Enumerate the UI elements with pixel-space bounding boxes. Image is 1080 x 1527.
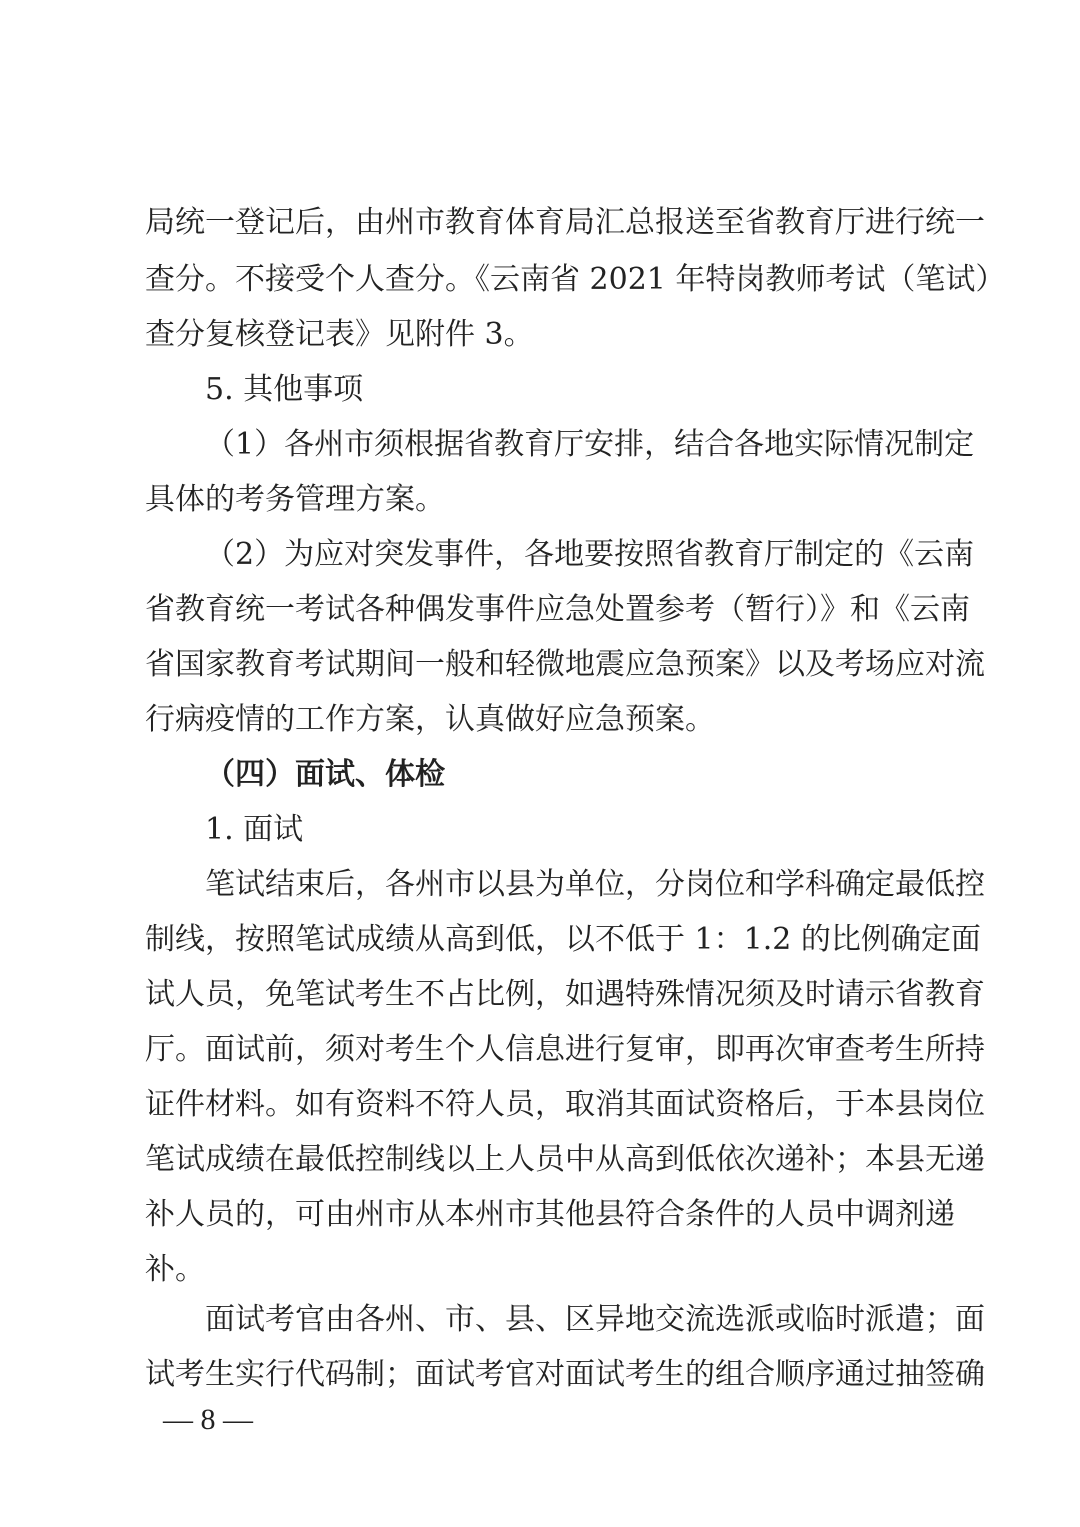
paragraph-line: 笔试成绩在最低控制线以上人员中从高到低依次递补；本县无递	[145, 1142, 985, 1177]
paragraph-line: 补。	[145, 1252, 205, 1287]
page-number: — 8 —	[163, 1403, 253, 1436]
paragraph-line: 制线，按照笔试成绩从高到低，以不低于 1：1.2 的比例确定面	[145, 922, 981, 957]
paragraph-line: 行病疫情的工作方案，认真做好应急预案。	[145, 702, 715, 737]
paragraph-line: 省教育统一考试各种偶发事件应急处置参考（暂行）》和《云南	[145, 592, 970, 627]
paragraph-line: 查分。不接受个人查分。《云南省 2021 年特岗教师考试（笔试）	[145, 262, 1006, 297]
paragraph-line: 省国家教育考试期间一般和轻微地震应急预案》以及考场应对流	[145, 647, 985, 682]
paragraph-line: 查分复核登记表》见附件 3。	[145, 317, 534, 352]
paragraph-line: （1）各州市须根据省教育厅安排，结合各地实际情况制定	[205, 427, 975, 462]
paragraph-line: 局统一登记后，由州市教育体育局汇总报送至省教育厅进行统一	[145, 205, 985, 240]
paragraph-line: 试人员，免笔试考生不占比例，如遇特殊情况须及时请示省教育	[145, 977, 985, 1012]
paragraph-line: 面试考官由各州、市、县、区异地交流选派或临时派遣；面	[205, 1302, 985, 1337]
paragraph-line: 厅。面试前，须对考生个人信息进行复审，即再次审查考生所持	[145, 1032, 985, 1067]
paragraph-line: （2）为应对突发事件，各地要按照省教育厅制定的《云南	[205, 537, 975, 572]
paragraph-line: 具体的考务管理方案。	[145, 482, 445, 517]
section-heading: （四）面试、体检	[205, 757, 445, 792]
subsection-heading: 1. 面试	[205, 812, 304, 847]
paragraph-line: 证件材料。如有资料不符人员，取消其面试资格后，于本县岗位	[145, 1087, 985, 1122]
section-heading: 5. 其他事项	[205, 372, 364, 407]
paragraph-line: 笔试结束后，各州市以县为单位，分岗位和学科确定最低控	[205, 867, 985, 902]
paragraph-line: 试考生实行代码制；面试考官对面试考生的组合顺序通过抽签确	[145, 1357, 985, 1392]
paragraph-line: 补人员的，可由州市从本州市其他县符合条件的人员中调剂递	[145, 1197, 955, 1232]
